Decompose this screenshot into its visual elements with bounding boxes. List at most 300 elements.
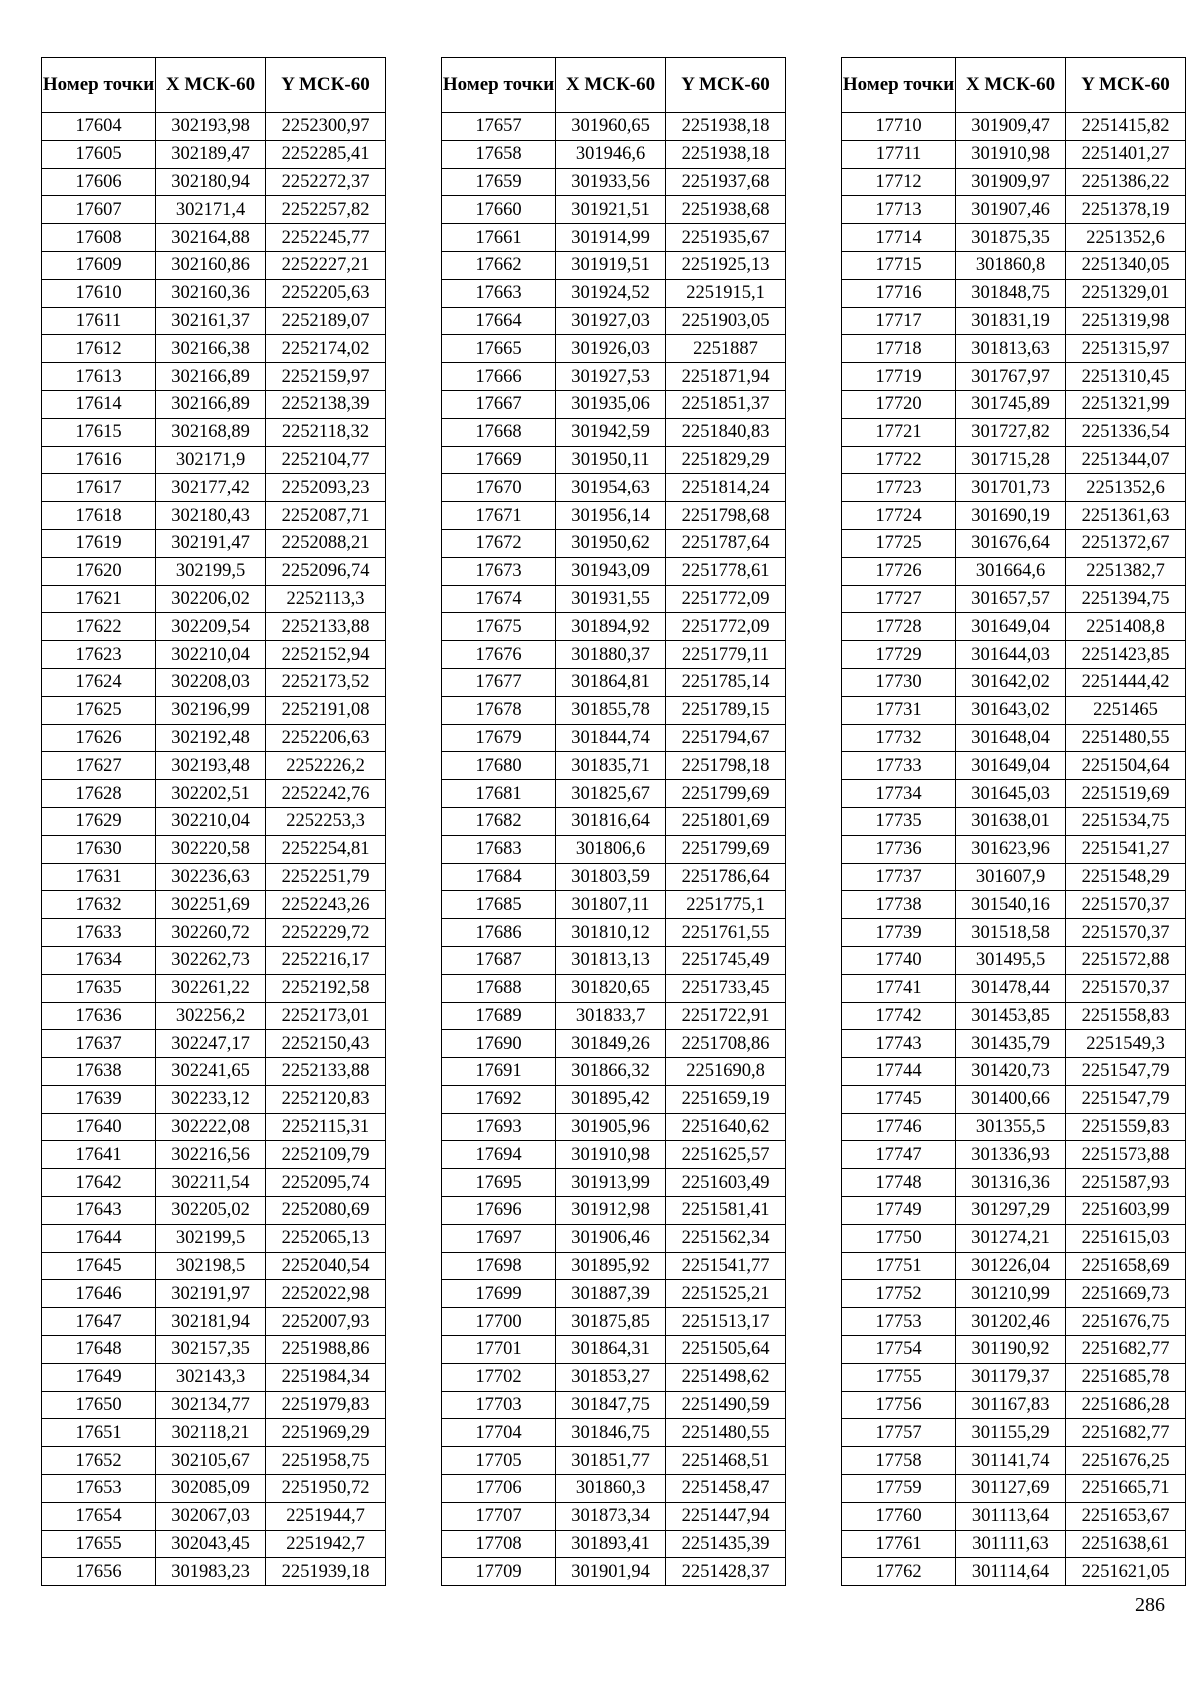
cell-y-coordinate: 2251676,75 xyxy=(1066,1308,1186,1336)
table-row xyxy=(42,1502,386,1530)
table-row xyxy=(442,1252,786,1280)
cell-x-coordinate: 302210,04 xyxy=(156,641,266,669)
cell-point-number: 17702 xyxy=(442,1363,556,1391)
table-row xyxy=(842,807,1186,835)
cell-y-coordinate: 2252254,81 xyxy=(266,835,386,863)
cell-point-number: 17710 xyxy=(842,113,956,141)
cell-y-coordinate: 2251581,41 xyxy=(666,1197,786,1225)
cell-point-number: 17610 xyxy=(42,279,156,307)
cell-point-number: 17633 xyxy=(42,919,156,947)
table-body xyxy=(42,113,386,1586)
cell-y-coordinate: 2252113,3 xyxy=(266,585,386,613)
cell-x-coordinate: 301816,64 xyxy=(556,807,666,835)
cell-x-coordinate: 301355,5 xyxy=(956,1113,1066,1141)
cell-point-number: 17738 xyxy=(842,891,956,919)
cell-x-coordinate: 301690,19 xyxy=(956,502,1066,530)
table-row xyxy=(442,1002,786,1030)
header-y-coordinate: Y МСК-60 xyxy=(1066,58,1186,113)
cell-y-coordinate: 2251789,15 xyxy=(666,696,786,724)
cell-x-coordinate: 301919,51 xyxy=(556,251,666,279)
table-row xyxy=(442,668,786,696)
cell-x-coordinate: 302262,73 xyxy=(156,946,266,974)
cell-y-coordinate: 2252191,08 xyxy=(266,696,386,724)
cell-x-coordinate: 301847,75 xyxy=(556,1391,666,1419)
cell-x-coordinate: 301114,64 xyxy=(956,1558,1066,1586)
cell-y-coordinate: 2251799,69 xyxy=(666,835,786,863)
table-row xyxy=(442,390,786,418)
cell-x-coordinate: 301420,73 xyxy=(956,1058,1066,1086)
table-row xyxy=(842,307,1186,335)
table-row xyxy=(442,1336,786,1364)
cell-y-coordinate: 2251935,67 xyxy=(666,224,786,252)
table-row xyxy=(42,418,386,446)
cell-x-coordinate: 301873,34 xyxy=(556,1502,666,1530)
cell-point-number: 17631 xyxy=(42,863,156,891)
table-row xyxy=(842,891,1186,919)
cell-point-number: 17742 xyxy=(842,1002,956,1030)
cell-y-coordinate: 2251480,55 xyxy=(666,1419,786,1447)
cell-x-coordinate: 302205,02 xyxy=(156,1197,266,1225)
table-row xyxy=(442,335,786,363)
cell-x-coordinate: 301913,99 xyxy=(556,1169,666,1197)
table-row xyxy=(442,1391,786,1419)
cell-point-number: 17758 xyxy=(842,1447,956,1475)
cell-x-coordinate: 301190,92 xyxy=(956,1336,1066,1364)
cell-y-coordinate: 2252285,41 xyxy=(266,140,386,168)
cell-point-number: 17606 xyxy=(42,168,156,196)
table-row xyxy=(842,1030,1186,1058)
table-row xyxy=(842,613,1186,641)
table-row xyxy=(842,1502,1186,1530)
cell-x-coordinate: 301297,29 xyxy=(956,1197,1066,1225)
table-row xyxy=(42,891,386,919)
cell-x-coordinate: 301942,59 xyxy=(556,418,666,446)
cell-y-coordinate: 2251925,13 xyxy=(666,251,786,279)
cell-point-number: 17725 xyxy=(842,529,956,557)
table-row xyxy=(842,1002,1186,1030)
cell-x-coordinate: 302192,48 xyxy=(156,724,266,752)
table-row xyxy=(42,946,386,974)
cell-y-coordinate: 2251984,34 xyxy=(266,1363,386,1391)
cell-y-coordinate: 2251547,79 xyxy=(1066,1058,1186,1086)
table-row xyxy=(842,1280,1186,1308)
cell-point-number: 17730 xyxy=(842,668,956,696)
table-row xyxy=(42,307,386,335)
table-row xyxy=(842,1419,1186,1447)
cell-x-coordinate: 301849,26 xyxy=(556,1030,666,1058)
cell-point-number: 17625 xyxy=(42,696,156,724)
cell-x-coordinate: 301643,02 xyxy=(956,696,1066,724)
table-row xyxy=(842,557,1186,585)
cell-y-coordinate: 2251690,8 xyxy=(666,1058,786,1086)
cell-y-coordinate: 2251669,73 xyxy=(1066,1280,1186,1308)
cell-point-number: 17670 xyxy=(442,474,556,502)
cell-x-coordinate: 302160,86 xyxy=(156,251,266,279)
cell-point-number: 17654 xyxy=(42,1502,156,1530)
cell-point-number: 17656 xyxy=(42,1558,156,1586)
cell-y-coordinate: 2251887 xyxy=(666,335,786,363)
table-row xyxy=(442,1113,786,1141)
cell-y-coordinate: 2252080,69 xyxy=(266,1197,386,1225)
cell-point-number: 17688 xyxy=(442,974,556,1002)
table-row xyxy=(42,919,386,947)
table-row xyxy=(42,1558,386,1586)
cell-x-coordinate: 302168,89 xyxy=(156,418,266,446)
cell-y-coordinate: 2252040,54 xyxy=(266,1252,386,1280)
cell-point-number: 17646 xyxy=(42,1280,156,1308)
cell-point-number: 17629 xyxy=(42,807,156,835)
cell-point-number: 17747 xyxy=(842,1141,956,1169)
cell-point-number: 17719 xyxy=(842,363,956,391)
cell-x-coordinate: 301179,37 xyxy=(956,1363,1066,1391)
table-row xyxy=(442,529,786,557)
cell-y-coordinate: 2251786,64 xyxy=(666,863,786,891)
table-row xyxy=(842,1308,1186,1336)
cell-y-coordinate: 2252159,97 xyxy=(266,363,386,391)
table-row xyxy=(842,1224,1186,1252)
cell-x-coordinate: 302206,02 xyxy=(156,585,266,613)
cell-x-coordinate: 301895,92 xyxy=(556,1252,666,1280)
table-header-row xyxy=(42,58,386,113)
table-row xyxy=(842,974,1186,1002)
cell-y-coordinate: 2252242,76 xyxy=(266,780,386,808)
cell-y-coordinate: 2251386,22 xyxy=(1066,168,1186,196)
table-row xyxy=(42,113,386,141)
table-row xyxy=(842,946,1186,974)
cell-y-coordinate: 2251950,72 xyxy=(266,1475,386,1503)
table-row xyxy=(42,1363,386,1391)
cell-y-coordinate: 2252243,26 xyxy=(266,891,386,919)
cell-point-number: 17682 xyxy=(442,807,556,835)
table-row xyxy=(442,1530,786,1558)
cell-point-number: 17677 xyxy=(442,668,556,696)
cell-x-coordinate: 301825,67 xyxy=(556,780,666,808)
cell-point-number: 17665 xyxy=(442,335,556,363)
cell-x-coordinate: 301127,69 xyxy=(956,1475,1066,1503)
cell-x-coordinate: 302256,2 xyxy=(156,1002,266,1030)
cell-x-coordinate: 302236,63 xyxy=(156,863,266,891)
cell-y-coordinate: 2252253,3 xyxy=(266,807,386,835)
cell-x-coordinate: 301745,89 xyxy=(956,390,1066,418)
table-row xyxy=(842,1363,1186,1391)
cell-x-coordinate: 301336,93 xyxy=(956,1141,1066,1169)
header-y-coordinate: Y МСК-60 xyxy=(666,58,786,113)
table-row xyxy=(442,557,786,585)
table-row xyxy=(842,529,1186,557)
table-row xyxy=(442,752,786,780)
cell-x-coordinate: 302166,38 xyxy=(156,335,266,363)
cell-y-coordinate: 2251570,37 xyxy=(1066,891,1186,919)
cell-point-number: 17674 xyxy=(442,585,556,613)
table-header-row xyxy=(442,58,786,113)
cell-point-number: 17624 xyxy=(42,668,156,696)
cell-x-coordinate: 301835,71 xyxy=(556,752,666,780)
cell-y-coordinate: 2252087,71 xyxy=(266,502,386,530)
cell-y-coordinate: 2252229,72 xyxy=(266,919,386,947)
cell-point-number: 17652 xyxy=(42,1447,156,1475)
cell-x-coordinate: 301905,96 xyxy=(556,1113,666,1141)
cell-point-number: 17667 xyxy=(442,390,556,418)
table-row xyxy=(442,891,786,919)
table-row xyxy=(842,363,1186,391)
table-row xyxy=(42,279,386,307)
cell-point-number: 17717 xyxy=(842,307,956,335)
cell-y-coordinate: 2251958,75 xyxy=(266,1447,386,1475)
cell-x-coordinate: 301715,28 xyxy=(956,446,1066,474)
cell-x-coordinate: 301906,46 xyxy=(556,1224,666,1252)
cell-x-coordinate: 301933,56 xyxy=(556,168,666,196)
cell-point-number: 17648 xyxy=(42,1336,156,1364)
table-row xyxy=(842,1169,1186,1197)
header-point-number: Номер точки xyxy=(842,58,956,113)
cell-x-coordinate: 301880,37 xyxy=(556,641,666,669)
table-row xyxy=(442,613,786,641)
cell-point-number: 17635 xyxy=(42,974,156,1002)
table-row xyxy=(842,780,1186,808)
cell-y-coordinate: 2251525,21 xyxy=(666,1280,786,1308)
cell-x-coordinate: 301909,97 xyxy=(956,168,1066,196)
cell-x-coordinate: 302261,22 xyxy=(156,974,266,1002)
cell-y-coordinate: 2252115,31 xyxy=(266,1113,386,1141)
cell-point-number: 17628 xyxy=(42,780,156,808)
cell-y-coordinate: 2251851,37 xyxy=(666,390,786,418)
table-row xyxy=(842,919,1186,947)
cell-x-coordinate: 301657,57 xyxy=(956,585,1066,613)
cell-x-coordinate: 301910,98 xyxy=(556,1141,666,1169)
cell-x-coordinate: 301910,98 xyxy=(956,140,1066,168)
cell-y-coordinate: 2251686,28 xyxy=(1066,1391,1186,1419)
cell-x-coordinate: 302241,65 xyxy=(156,1058,266,1086)
cell-point-number: 17713 xyxy=(842,196,956,224)
cell-y-coordinate: 2251444,42 xyxy=(1066,668,1186,696)
cell-x-coordinate: 301400,66 xyxy=(956,1085,1066,1113)
cell-y-coordinate: 2251772,09 xyxy=(666,613,786,641)
cell-x-coordinate: 301851,77 xyxy=(556,1447,666,1475)
table-row xyxy=(442,502,786,530)
cell-x-coordinate: 301860,8 xyxy=(956,251,1066,279)
cell-point-number: 17706 xyxy=(442,1475,556,1503)
cell-y-coordinate: 2251988,86 xyxy=(266,1336,386,1364)
cell-point-number: 17750 xyxy=(842,1224,956,1252)
cell-x-coordinate: 301202,46 xyxy=(956,1308,1066,1336)
cell-point-number: 17664 xyxy=(442,307,556,335)
cell-y-coordinate: 2251638,61 xyxy=(1066,1530,1186,1558)
cell-y-coordinate: 2251682,77 xyxy=(1066,1336,1186,1364)
cell-x-coordinate: 302193,98 xyxy=(156,113,266,141)
cell-y-coordinate: 2251570,37 xyxy=(1066,919,1186,947)
cell-y-coordinate: 2251570,37 xyxy=(1066,974,1186,1002)
cell-x-coordinate: 301767,97 xyxy=(956,363,1066,391)
cell-x-coordinate: 302193,48 xyxy=(156,752,266,780)
cell-point-number: 17619 xyxy=(42,529,156,557)
cell-point-number: 17660 xyxy=(442,196,556,224)
cell-y-coordinate: 2251665,71 xyxy=(1066,1475,1186,1503)
table-row xyxy=(842,724,1186,752)
cell-point-number: 17718 xyxy=(842,335,956,363)
table-row xyxy=(442,946,786,974)
cell-point-number: 17662 xyxy=(442,251,556,279)
cell-x-coordinate: 301931,55 xyxy=(556,585,666,613)
table-row xyxy=(842,168,1186,196)
cell-y-coordinate: 2251562,34 xyxy=(666,1224,786,1252)
cell-x-coordinate: 302043,45 xyxy=(156,1530,266,1558)
table-row xyxy=(842,1475,1186,1503)
cell-x-coordinate: 302202,51 xyxy=(156,780,266,808)
cell-y-coordinate: 2251428,37 xyxy=(666,1558,786,1586)
table-row xyxy=(842,1336,1186,1364)
table-row xyxy=(442,807,786,835)
table-row xyxy=(42,363,386,391)
table-row xyxy=(842,113,1186,141)
cell-x-coordinate: 302171,4 xyxy=(156,196,266,224)
table-row xyxy=(42,168,386,196)
table-row xyxy=(442,1280,786,1308)
cell-point-number: 17760 xyxy=(842,1502,956,1530)
cell-point-number: 17753 xyxy=(842,1308,956,1336)
cell-y-coordinate: 2251814,24 xyxy=(666,474,786,502)
cell-y-coordinate: 2251310,45 xyxy=(1066,363,1186,391)
cell-y-coordinate: 2251794,67 xyxy=(666,724,786,752)
table-row xyxy=(442,474,786,502)
cell-point-number: 17659 xyxy=(442,168,556,196)
cell-y-coordinate: 2251372,67 xyxy=(1066,529,1186,557)
cell-point-number: 17658 xyxy=(442,140,556,168)
cell-y-coordinate: 2251829,29 xyxy=(666,446,786,474)
table-row xyxy=(442,585,786,613)
cell-point-number: 17759 xyxy=(842,1475,956,1503)
table-row xyxy=(442,418,786,446)
header-point-number: Номер точки xyxy=(42,58,156,113)
cell-y-coordinate: 2252216,17 xyxy=(266,946,386,974)
table-row xyxy=(842,335,1186,363)
table-row xyxy=(42,974,386,1002)
table-row xyxy=(42,1447,386,1475)
table-row xyxy=(442,446,786,474)
cell-point-number: 17696 xyxy=(442,1197,556,1225)
cell-point-number: 17761 xyxy=(842,1530,956,1558)
table-row xyxy=(42,863,386,891)
cell-point-number: 17671 xyxy=(442,502,556,530)
cell-point-number: 17616 xyxy=(42,446,156,474)
cell-y-coordinate: 2251944,7 xyxy=(266,1502,386,1530)
cell-y-coordinate: 2252109,79 xyxy=(266,1141,386,1169)
cell-point-number: 17641 xyxy=(42,1141,156,1169)
cell-y-coordinate: 2251468,51 xyxy=(666,1447,786,1475)
cell-x-coordinate: 301831,19 xyxy=(956,307,1066,335)
cell-y-coordinate: 2251558,83 xyxy=(1066,1002,1186,1030)
cell-point-number: 17645 xyxy=(42,1252,156,1280)
cell-y-coordinate: 2251573,88 xyxy=(1066,1141,1186,1169)
cell-y-coordinate: 2251798,18 xyxy=(666,752,786,780)
cell-point-number: 17709 xyxy=(442,1558,556,1586)
cell-y-coordinate: 2252138,39 xyxy=(266,390,386,418)
cell-x-coordinate: 301638,01 xyxy=(956,807,1066,835)
cell-y-coordinate: 2251548,29 xyxy=(1066,863,1186,891)
table-row xyxy=(42,1391,386,1419)
cell-point-number: 17724 xyxy=(842,502,956,530)
cell-x-coordinate: 301860,3 xyxy=(556,1475,666,1503)
cell-y-coordinate: 2251787,64 xyxy=(666,529,786,557)
cell-point-number: 17721 xyxy=(842,418,956,446)
table-row xyxy=(42,446,386,474)
cell-x-coordinate: 301894,92 xyxy=(556,613,666,641)
cell-point-number: 17680 xyxy=(442,752,556,780)
table-row xyxy=(842,1391,1186,1419)
table-row xyxy=(442,1363,786,1391)
table-row xyxy=(842,279,1186,307)
cell-point-number: 17672 xyxy=(442,529,556,557)
table-row xyxy=(442,307,786,335)
cell-y-coordinate: 2251799,69 xyxy=(666,780,786,808)
cell-x-coordinate: 301893,41 xyxy=(556,1530,666,1558)
cell-y-coordinate: 2251465 xyxy=(1066,696,1186,724)
cell-point-number: 17731 xyxy=(842,696,956,724)
table-row xyxy=(42,1002,386,1030)
cell-x-coordinate: 301864,81 xyxy=(556,668,666,696)
cell-x-coordinate: 301676,64 xyxy=(956,529,1066,557)
cell-x-coordinate: 301810,12 xyxy=(556,919,666,947)
cell-y-coordinate: 2251321,99 xyxy=(1066,390,1186,418)
table-row xyxy=(42,1169,386,1197)
cell-x-coordinate: 301866,32 xyxy=(556,1058,666,1086)
cell-point-number: 17732 xyxy=(842,724,956,752)
table-row xyxy=(442,1085,786,1113)
cell-y-coordinate: 2251625,57 xyxy=(666,1141,786,1169)
cell-y-coordinate: 2251733,45 xyxy=(666,974,786,1002)
table-row xyxy=(842,474,1186,502)
cell-point-number: 17608 xyxy=(42,224,156,252)
cell-y-coordinate: 2251352,6 xyxy=(1066,224,1186,252)
cell-point-number: 17607 xyxy=(42,196,156,224)
cell-y-coordinate: 2251559,83 xyxy=(1066,1113,1186,1141)
cell-y-coordinate: 2251939,18 xyxy=(266,1558,386,1586)
cell-x-coordinate: 301926,03 xyxy=(556,335,666,363)
cell-point-number: 17720 xyxy=(842,390,956,418)
cell-x-coordinate: 302222,08 xyxy=(156,1113,266,1141)
table-row xyxy=(42,390,386,418)
table-row xyxy=(442,1197,786,1225)
table-row xyxy=(442,1141,786,1169)
cell-y-coordinate: 2251621,05 xyxy=(1066,1558,1186,1586)
cell-x-coordinate: 301909,47 xyxy=(956,113,1066,141)
cell-x-coordinate: 302260,72 xyxy=(156,919,266,947)
table-row xyxy=(842,418,1186,446)
cell-x-coordinate: 301914,99 xyxy=(556,224,666,252)
table-row xyxy=(42,807,386,835)
cell-y-coordinate: 2251659,19 xyxy=(666,1085,786,1113)
table-row xyxy=(42,196,386,224)
cell-y-coordinate: 2251336,54 xyxy=(1066,418,1186,446)
page-number: 286 xyxy=(1135,1594,1165,1616)
cell-x-coordinate: 302085,09 xyxy=(156,1475,266,1503)
cell-y-coordinate: 2251938,18 xyxy=(666,140,786,168)
cell-x-coordinate: 301848,75 xyxy=(956,279,1066,307)
cell-x-coordinate: 301226,04 xyxy=(956,1252,1066,1280)
table-row xyxy=(442,224,786,252)
cell-point-number: 17681 xyxy=(442,780,556,808)
cell-y-coordinate: 2252104,77 xyxy=(266,446,386,474)
cell-point-number: 17693 xyxy=(442,1113,556,1141)
cell-y-coordinate: 2251319,98 xyxy=(1066,307,1186,335)
cell-point-number: 17703 xyxy=(442,1391,556,1419)
cell-x-coordinate: 301927,03 xyxy=(556,307,666,335)
cell-point-number: 17630 xyxy=(42,835,156,863)
table-row xyxy=(442,835,786,863)
cell-y-coordinate: 2252088,21 xyxy=(266,529,386,557)
cell-point-number: 17712 xyxy=(842,168,956,196)
cell-x-coordinate: 301167,83 xyxy=(956,1391,1066,1419)
cell-y-coordinate: 2251541,27 xyxy=(1066,835,1186,863)
